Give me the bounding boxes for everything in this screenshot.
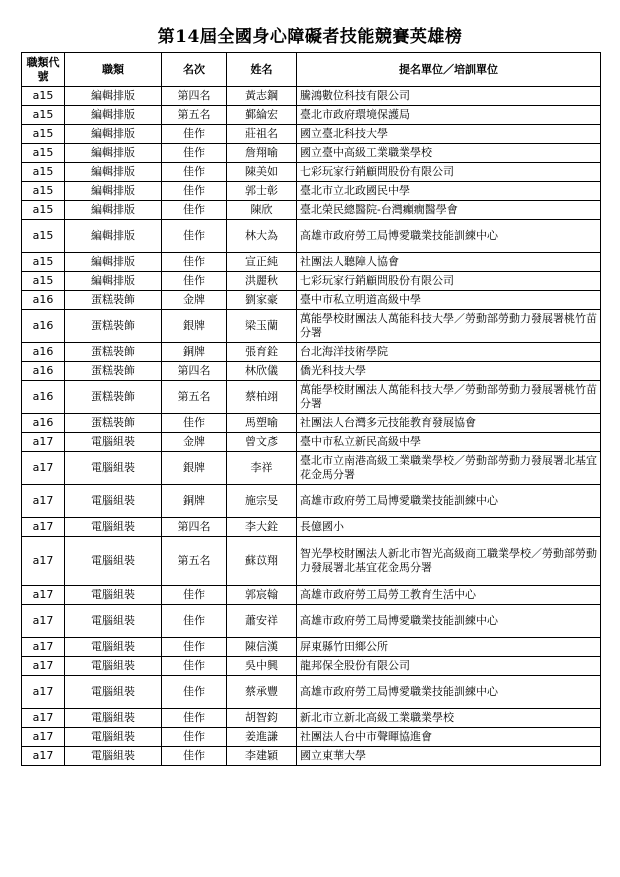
cell-name: 姜進謙 bbox=[227, 728, 297, 747]
cell-category: 編輯排版 bbox=[65, 125, 162, 144]
cell-name: 李建穎 bbox=[227, 747, 297, 766]
cell-category-code: a16 bbox=[22, 310, 65, 343]
cell-organization: 台北海洋技術學院 bbox=[297, 343, 601, 362]
cell-category: 編輯排版 bbox=[65, 253, 162, 272]
header-rank: 名次 bbox=[162, 53, 227, 87]
cell-organization: 社團法人台中市聲暉協進會 bbox=[297, 728, 601, 747]
cell-category: 編輯排版 bbox=[65, 163, 162, 182]
cell-category: 電腦組裝 bbox=[65, 709, 162, 728]
cell-category: 電腦組裝 bbox=[65, 518, 162, 537]
cell-rank: 銅牌 bbox=[162, 485, 227, 518]
cell-category-code: a16 bbox=[22, 414, 65, 433]
cell-category: 編輯排版 bbox=[65, 87, 162, 106]
cell-category-code: a17 bbox=[22, 638, 65, 657]
cell-name: 劉家豪 bbox=[227, 291, 297, 310]
cell-rank: 佳作 bbox=[162, 144, 227, 163]
cell-rank: 佳作 bbox=[162, 182, 227, 201]
cell-name: 蔡柏翊 bbox=[227, 381, 297, 414]
table-row bbox=[22, 433, 601, 452]
cell-name: 林大為 bbox=[227, 220, 297, 253]
table-row bbox=[22, 728, 601, 747]
table-row bbox=[22, 518, 601, 537]
table-row bbox=[22, 253, 601, 272]
cell-category-code: a17 bbox=[22, 709, 65, 728]
table-row bbox=[22, 272, 601, 291]
cell-organization: 七彩玩家行銷顧問股份有限公司 bbox=[297, 163, 601, 182]
cell-category: 蛋糕裝飾 bbox=[65, 414, 162, 433]
cell-rank: 銀牌 bbox=[162, 452, 227, 485]
cell-category-code: a17 bbox=[22, 747, 65, 766]
header-organization: 提名單位／培訓單位 bbox=[297, 53, 601, 87]
cell-category-code: a17 bbox=[22, 485, 65, 518]
cell-organization: 國立臺北科技大學 bbox=[297, 125, 601, 144]
cell-rank: 第四名 bbox=[162, 87, 227, 106]
table-row bbox=[22, 125, 601, 144]
cell-category-code: a15 bbox=[22, 182, 65, 201]
cell-rank: 佳作 bbox=[162, 272, 227, 291]
header-category-code: 職類代號 bbox=[22, 53, 65, 87]
table-row bbox=[22, 182, 601, 201]
cell-category-code: a15 bbox=[22, 163, 65, 182]
cell-category-code: a17 bbox=[22, 433, 65, 452]
cell-name: 曾文彥 bbox=[227, 433, 297, 452]
award-roster-table bbox=[21, 52, 601, 766]
cell-category-code: a17 bbox=[22, 605, 65, 638]
cell-category-code: a15 bbox=[22, 125, 65, 144]
cell-category: 電腦組裝 bbox=[65, 676, 162, 709]
cell-organization: 新北市立新北高級工業職業學校 bbox=[297, 709, 601, 728]
cell-category-code: a16 bbox=[22, 291, 65, 310]
cell-name: 馬塑喻 bbox=[227, 414, 297, 433]
cell-organization: 臺中市私立新民高級中學 bbox=[297, 433, 601, 452]
cell-name: 黃志鋼 bbox=[227, 87, 297, 106]
cell-category-code: a15 bbox=[22, 253, 65, 272]
cell-rank: 第五名 bbox=[162, 381, 227, 414]
cell-name: 林欣儀 bbox=[227, 362, 297, 381]
cell-name: 陳信漢 bbox=[227, 638, 297, 657]
cell-organization: 國立東華大學 bbox=[297, 747, 601, 766]
cell-name: 梁玉蘭 bbox=[227, 310, 297, 343]
cell-rank: 第四名 bbox=[162, 518, 227, 537]
cell-category: 電腦組裝 bbox=[65, 485, 162, 518]
cell-organization: 萬能學校財團法人萬能科技大學／勞動部勞動力發展署桃竹苗分署 bbox=[297, 310, 601, 343]
table-row bbox=[22, 414, 601, 433]
cell-name: 詹翔喻 bbox=[227, 144, 297, 163]
table-row bbox=[22, 291, 601, 310]
cell-name: 莊祖名 bbox=[227, 125, 297, 144]
cell-name: 胡智鈞 bbox=[227, 709, 297, 728]
cell-name: 洪麗秋 bbox=[227, 272, 297, 291]
cell-category: 電腦組裝 bbox=[65, 728, 162, 747]
cell-category-code: a17 bbox=[22, 728, 65, 747]
cell-rank: 佳作 bbox=[162, 253, 227, 272]
cell-name: 張育銓 bbox=[227, 343, 297, 362]
cell-category: 編輯排版 bbox=[65, 144, 162, 163]
cell-rank: 佳作 bbox=[162, 163, 227, 182]
cell-category: 電腦組裝 bbox=[65, 586, 162, 605]
table-row bbox=[22, 747, 601, 766]
cell-rank: 佳作 bbox=[162, 728, 227, 747]
cell-category-code: a15 bbox=[22, 201, 65, 220]
cell-category-code: a17 bbox=[22, 518, 65, 537]
cell-category: 蛋糕裝飾 bbox=[65, 291, 162, 310]
table-row bbox=[22, 638, 601, 657]
table-row bbox=[22, 605, 601, 638]
cell-category-code: a15 bbox=[22, 272, 65, 291]
cell-name: 郭宸翰 bbox=[227, 586, 297, 605]
table-row bbox=[22, 343, 601, 362]
cell-category: 蛋糕裝飾 bbox=[65, 310, 162, 343]
table-row bbox=[22, 163, 601, 182]
cell-rank: 金牌 bbox=[162, 433, 227, 452]
cell-name: 宣正純 bbox=[227, 253, 297, 272]
cell-organization: 屏東縣竹田鄉公所 bbox=[297, 638, 601, 657]
cell-category-code: a17 bbox=[22, 657, 65, 676]
cell-category: 蛋糕裝飾 bbox=[65, 362, 162, 381]
cell-organization: 社團法人聽障人協會 bbox=[297, 253, 601, 272]
cell-organization: 僑光科技大學 bbox=[297, 362, 601, 381]
cell-category: 編輯排版 bbox=[65, 272, 162, 291]
cell-name: 陳欣 bbox=[227, 201, 297, 220]
cell-rank: 佳作 bbox=[162, 657, 227, 676]
cell-rank: 佳作 bbox=[162, 220, 227, 253]
cell-name: 郭士彰 bbox=[227, 182, 297, 201]
cell-category: 編輯排版 bbox=[65, 220, 162, 253]
cell-organization: 龍邦保全股份有限公司 bbox=[297, 657, 601, 676]
cell-name: 陳美如 bbox=[227, 163, 297, 182]
cell-organization: 高雄市政府勞工局勞工教育生活中心 bbox=[297, 586, 601, 605]
table-row bbox=[22, 144, 601, 163]
cell-category-code: a15 bbox=[22, 144, 65, 163]
cell-name: 吳中興 bbox=[227, 657, 297, 676]
cell-category-code: a16 bbox=[22, 343, 65, 362]
cell-rank: 第五名 bbox=[162, 106, 227, 125]
table-row bbox=[22, 709, 601, 728]
cell-category-code: a15 bbox=[22, 220, 65, 253]
cell-rank: 佳作 bbox=[162, 586, 227, 605]
cell-name: 李祥 bbox=[227, 452, 297, 485]
cell-category-code: a15 bbox=[22, 106, 65, 125]
cell-category-code: a17 bbox=[22, 676, 65, 709]
cell-category: 電腦組裝 bbox=[65, 537, 162, 586]
cell-name: 李大銓 bbox=[227, 518, 297, 537]
cell-category-code: a16 bbox=[22, 381, 65, 414]
cell-organization: 騰鴻數位科技有限公司 bbox=[297, 87, 601, 106]
cell-category: 蛋糕裝飾 bbox=[65, 381, 162, 414]
table-row bbox=[22, 657, 601, 676]
cell-category: 編輯排版 bbox=[65, 182, 162, 201]
table-row bbox=[22, 87, 601, 106]
header-row bbox=[22, 53, 601, 87]
cell-organization: 臺中市私立明道高級中學 bbox=[297, 291, 601, 310]
table-header bbox=[22, 53, 601, 87]
table-row bbox=[22, 586, 601, 605]
cell-category: 電腦組裝 bbox=[65, 452, 162, 485]
cell-rank: 佳作 bbox=[162, 605, 227, 638]
cell-organization: 臺北市政府環境保護局 bbox=[297, 106, 601, 125]
cell-organization: 臺北榮民總醫院-台灣癲癇醫學會 bbox=[297, 201, 601, 220]
cell-category-code: a17 bbox=[22, 537, 65, 586]
table-row bbox=[22, 310, 601, 343]
cell-rank: 銅牌 bbox=[162, 343, 227, 362]
cell-organization: 高雄市政府勞工局博愛職業技能訓練中心 bbox=[297, 605, 601, 638]
table-row bbox=[22, 452, 601, 485]
header-name: 姓名 bbox=[227, 53, 297, 87]
cell-rank: 第四名 bbox=[162, 362, 227, 381]
cell-organization: 社團法人台灣多元技能教育發展協會 bbox=[297, 414, 601, 433]
cell-organization: 萬能學校財團法人萬能科技大學／勞動部勞動力發展署桃竹苗分署 bbox=[297, 381, 601, 414]
cell-category: 電腦組裝 bbox=[65, 747, 162, 766]
table-row bbox=[22, 106, 601, 125]
cell-rank: 金牌 bbox=[162, 291, 227, 310]
cell-category: 電腦組裝 bbox=[65, 433, 162, 452]
cell-name: 施宗旻 bbox=[227, 485, 297, 518]
cell-organization: 臺北市立北政國民中學 bbox=[297, 182, 601, 201]
cell-organization: 國立臺中高級工業職業學校 bbox=[297, 144, 601, 163]
header-category: 職類 bbox=[65, 53, 162, 87]
cell-category: 電腦組裝 bbox=[65, 605, 162, 638]
cell-rank: 佳作 bbox=[162, 709, 227, 728]
table-row bbox=[22, 381, 601, 414]
cell-rank: 佳作 bbox=[162, 638, 227, 657]
document-title: 第14屆全國身心障礙者技能競賽英雄榜 bbox=[157, 27, 463, 47]
table-row bbox=[22, 362, 601, 381]
cell-category-code: a17 bbox=[22, 452, 65, 485]
cell-rank: 佳作 bbox=[162, 201, 227, 220]
cell-name: 蕭安祥 bbox=[227, 605, 297, 638]
cell-organization: 智光學校財團法人新北市智光高級商工職業學校／勞動部勞動力發展署北基宜花金馬分署 bbox=[297, 537, 601, 586]
cell-rank: 第五名 bbox=[162, 537, 227, 586]
cell-organization: 高雄市政府勞工局博愛職業技能訓練中心 bbox=[297, 485, 601, 518]
table-row bbox=[22, 537, 601, 586]
cell-organization: 臺北市立南港高級工業職業學校／勞動部勞動力發展署北基宜花金馬分署 bbox=[297, 452, 601, 485]
cell-rank: 佳作 bbox=[162, 747, 227, 766]
cell-category-code: a15 bbox=[22, 87, 65, 106]
cell-organization: 七彩玩家行銷顧問股份有限公司 bbox=[297, 272, 601, 291]
table-row bbox=[22, 220, 601, 253]
table-row bbox=[22, 676, 601, 709]
cell-name: 鄞綸宏 bbox=[227, 106, 297, 125]
cell-rank: 佳作 bbox=[162, 676, 227, 709]
cell-category: 編輯排版 bbox=[65, 106, 162, 125]
cell-category: 蛋糕裝飾 bbox=[65, 343, 162, 362]
cell-category: 編輯排版 bbox=[65, 201, 162, 220]
cell-rank: 佳作 bbox=[162, 414, 227, 433]
cell-organization: 高雄市政府勞工局博愛職業技能訓練中心 bbox=[297, 220, 601, 253]
cell-rank: 銀牌 bbox=[162, 310, 227, 343]
cell-name: 蔡承豐 bbox=[227, 676, 297, 709]
cell-organization: 高雄市政府勞工局博愛職業技能訓練中心 bbox=[297, 676, 601, 709]
table-row bbox=[22, 485, 601, 518]
table-body bbox=[22, 87, 601, 766]
cell-rank: 佳作 bbox=[162, 125, 227, 144]
cell-category: 電腦組裝 bbox=[65, 657, 162, 676]
cell-category: 電腦組裝 bbox=[65, 638, 162, 657]
cell-category-code: a16 bbox=[22, 362, 65, 381]
cell-category-code: a17 bbox=[22, 586, 65, 605]
cell-name: 蘇苡翔 bbox=[227, 537, 297, 586]
table-row bbox=[22, 201, 601, 220]
cell-organization: 長億國小 bbox=[297, 518, 601, 537]
